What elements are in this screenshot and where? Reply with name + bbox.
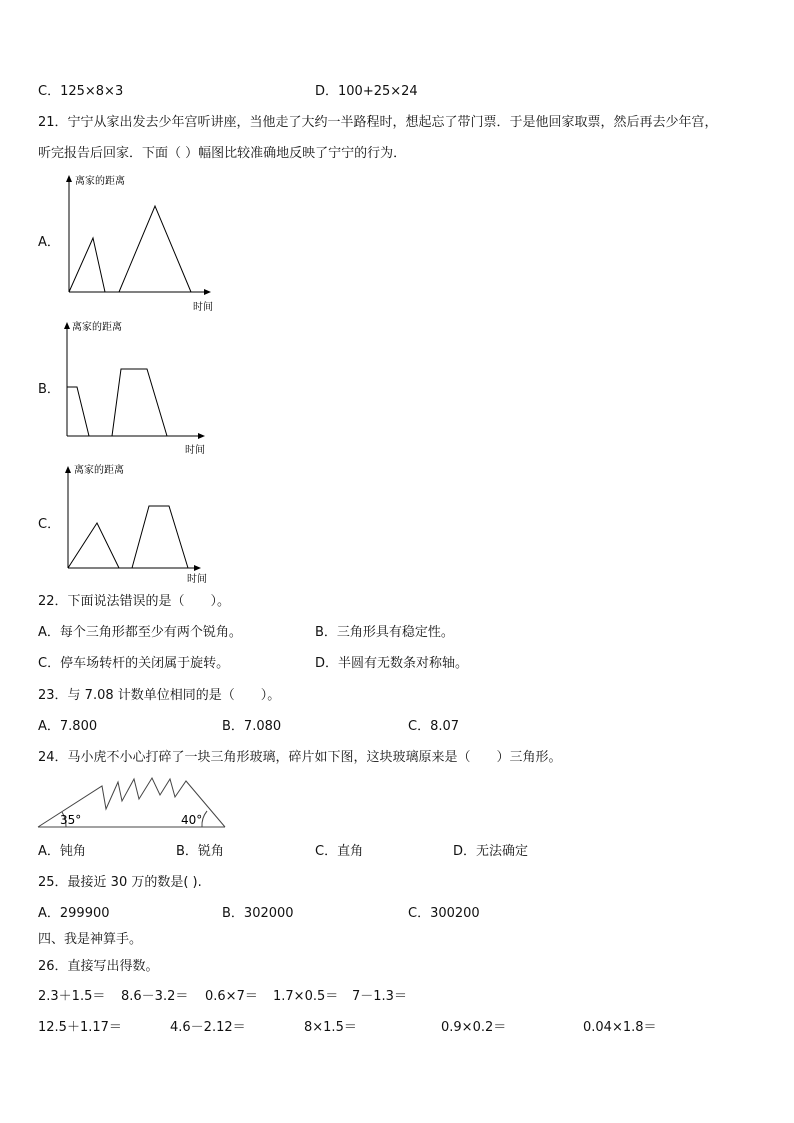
q25-option-b: B．302000 <box>222 906 294 921</box>
section-4-title: 四、我是神算手。 <box>38 932 143 947</box>
q25-option-a: A．299900 <box>38 906 110 921</box>
q23-stem: 23．与 7.08 计数单位相同的是（ ）。 <box>38 688 281 703</box>
graph-b-xlabel: 时间 <box>185 445 205 456</box>
broken-triangle-figure <box>36 776 231 832</box>
graph-b-label: B． <box>38 382 60 397</box>
q21-stem-line1: 21．宁宁从家出发去少年宫听讲座，当他走了大约一半路程时，想起忘了带门票．于是他回家取票，然后再去少年宫， <box>38 115 718 130</box>
calc-item: 0.04×1.8＝ <box>583 1020 657 1035</box>
calc-item: 0.6×7＝ <box>205 989 258 1004</box>
q22-stem: 22．下面说法错误的是（ ）。 <box>38 594 231 609</box>
graph-a-ylabel: 离家的距离 <box>75 176 125 187</box>
q22-option-a: A．每个三角形都至少有两个锐角。 <box>38 625 242 640</box>
q22-option-b: B．三角形具有稳定性。 <box>315 625 454 640</box>
graph-a-xlabel: 时间 <box>193 302 213 313</box>
angle-40-label: 40° <box>181 813 203 827</box>
q25-stem: 25．最接近 30 万的数是( ). <box>38 875 202 890</box>
graph-a-label: A． <box>38 235 60 250</box>
calc-item: 8.6－3.2＝ <box>121 989 189 1004</box>
q24-option-d: D．无法确定 <box>453 844 529 859</box>
q20-option-d: D．100+25×24 <box>315 84 418 99</box>
q22-option-d: D．半圆有无数条对称轴。 <box>315 656 469 671</box>
calc-item: 8×1.5＝ <box>304 1020 357 1035</box>
graph-c-ylabel: 离家的距离 <box>74 465 124 476</box>
calc-item: 1.7×0.5＝ <box>273 989 339 1004</box>
q23-option-c: C．8.07 <box>408 719 460 734</box>
calc-item: 0.9×0.2＝ <box>441 1020 507 1035</box>
q24-option-a: A．钝角 <box>38 844 86 859</box>
graph-a <box>55 170 225 315</box>
q26-stem: 26．直接写出得数。 <box>38 959 159 974</box>
graph-c <box>55 462 225 587</box>
graph-c-xlabel: 时间 <box>187 574 207 585</box>
graph-c-label: C． <box>38 517 61 532</box>
calc-item: 12.5＋1.17＝ <box>38 1020 122 1035</box>
calc-item: 4.6－2.12＝ <box>170 1020 246 1035</box>
calc-item: 7－1.3＝ <box>352 989 407 1004</box>
q22-option-c: C．停车场转杆的关闭属于旋转。 <box>38 656 230 671</box>
q20-option-c: C．125×8×3 <box>38 84 124 99</box>
q23-option-b: B．7.080 <box>222 719 282 734</box>
q24-option-b: B．锐角 <box>176 844 224 859</box>
q24-option-c: C．直角 <box>315 844 364 859</box>
q25-option-c: C．300200 <box>408 906 480 921</box>
angle-35-label: 35° <box>60 813 82 827</box>
graph-b <box>55 318 225 463</box>
calc-item: 2.3＋1.5＝ <box>38 989 106 1004</box>
q23-option-a: A．7.800 <box>38 719 98 734</box>
q21-stem-line2: 听完报告后回家．下面（ ）幅图比较准确地反映了宁宁的行为． <box>38 146 407 161</box>
q24-stem: 24．马小虎不小心打碎了一块三角形玻璃，碎片如下图，这块玻璃原来是（ ）三角形。 <box>38 750 562 765</box>
graph-b-ylabel: 离家的距离 <box>72 322 122 333</box>
